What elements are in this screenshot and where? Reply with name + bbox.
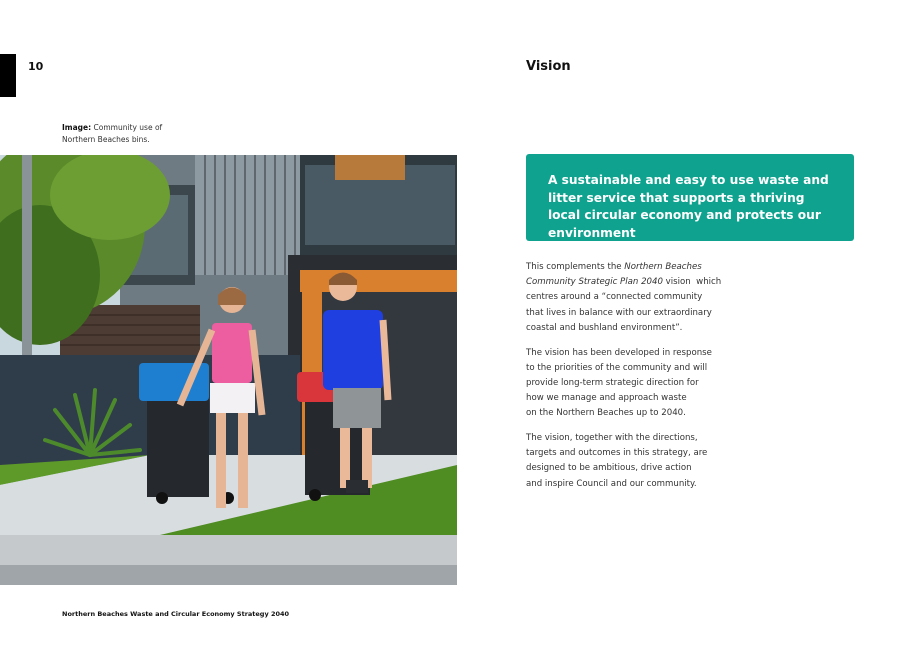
paragraph-line bbox=[526, 275, 766, 290]
page-number: 10 bbox=[28, 60, 44, 73]
paragraph-1 bbox=[526, 260, 766, 336]
text-run: vision which bbox=[662, 277, 722, 288]
body-text bbox=[526, 260, 766, 501]
vision-statement: A sustainable and easy to use waste and litter service that supports a thriving local circular economy and protects our environment bbox=[548, 173, 829, 240]
paragraph-line: on the Northern Beaches up to 2040. bbox=[526, 408, 686, 419]
document-footer: Northern Beaches Waste and Circular Economy Strategy 2040 bbox=[62, 610, 290, 618]
paragraph-line: how we manage and approach waste bbox=[526, 393, 687, 404]
paragraph-line: that lives in balance with our extraordinary bbox=[526, 307, 712, 318]
paragraph-line: to the priorities of the community and will bbox=[526, 362, 708, 373]
caption-text-2: Northern Beaches bins. bbox=[62, 135, 150, 144]
paragraph-line: The vision has been developed in response bbox=[526, 347, 712, 358]
paragraph-line: provide long-term strategic direction for bbox=[526, 377, 699, 388]
paragraph-line: designed to be ambitious, drive action bbox=[526, 463, 692, 474]
paragraph-line bbox=[526, 260, 766, 275]
paragraph-line: and inspire Council and our community. bbox=[526, 478, 697, 489]
caption-label: Image: bbox=[62, 123, 92, 132]
plan-title-italic: Northern Beaches bbox=[624, 262, 702, 272]
paragraph-line: The vision, together with the directions, bbox=[526, 433, 698, 444]
section-heading: Vision bbox=[526, 59, 571, 74]
paragraph-line: coastal and bushland environment”. bbox=[526, 322, 683, 333]
photo-children-with-bins bbox=[0, 155, 457, 585]
text-run: This complements the bbox=[526, 262, 625, 272]
image-caption bbox=[62, 122, 192, 146]
caption-text: Community use of bbox=[91, 123, 163, 132]
paragraph-3 bbox=[526, 431, 766, 492]
plan-title-italic: Community Strategic Plan 2040 bbox=[526, 277, 663, 288]
paragraph-line: targets and outcomes in this strategy, are bbox=[526, 448, 708, 459]
paragraph-line: centres around a “connected community bbox=[526, 292, 703, 303]
vision-statement-box bbox=[526, 154, 854, 241]
paragraph-2 bbox=[526, 346, 766, 422]
page-tab-marker bbox=[0, 54, 16, 97]
